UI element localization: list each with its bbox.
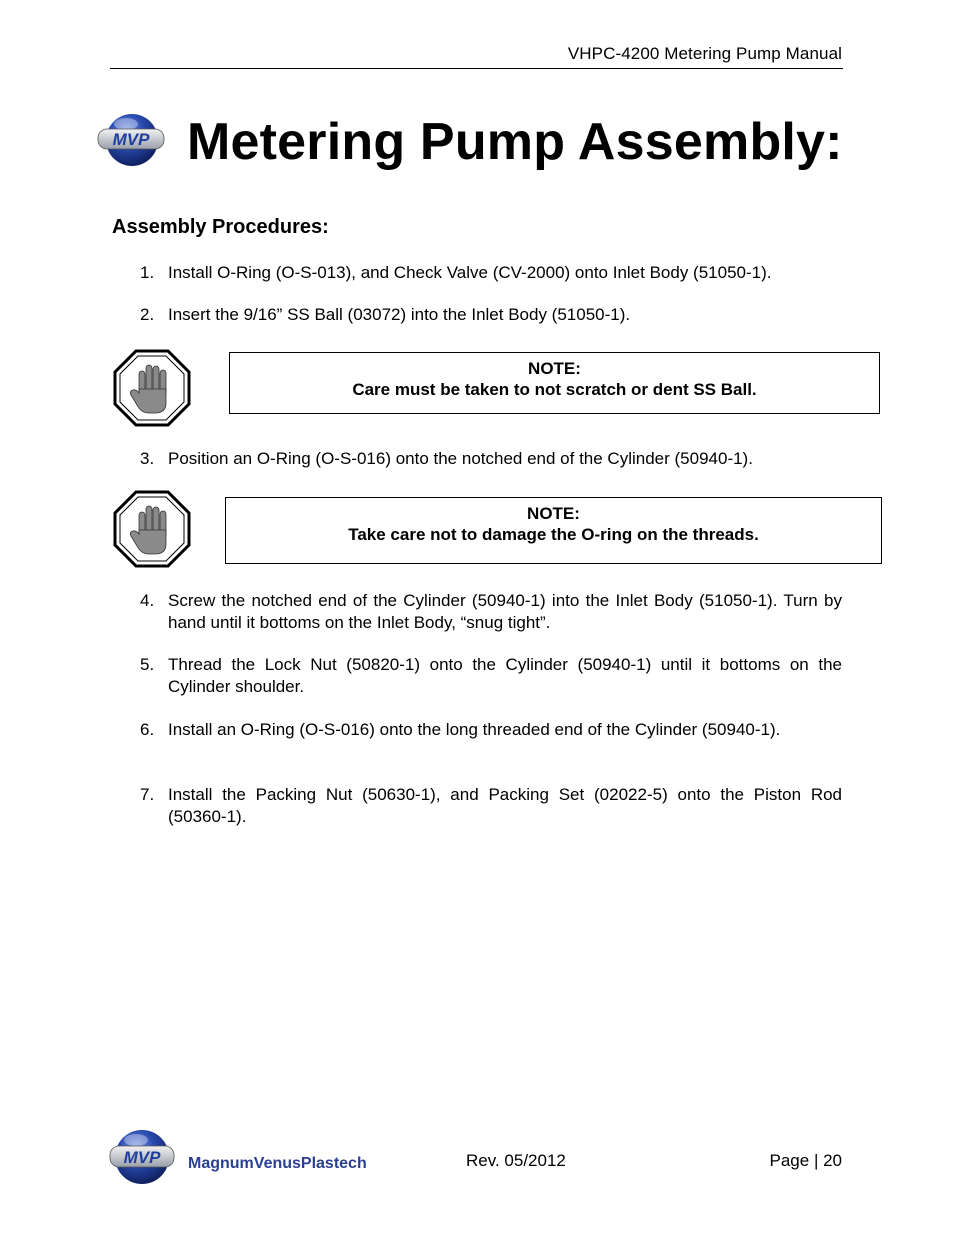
note-text: Take care not to damage the O-ring on the threads.	[348, 525, 759, 544]
note-label: NOTE:	[528, 359, 581, 378]
mvp-logo-icon	[96, 110, 166, 168]
list-item	[140, 784, 842, 828]
logo-badge-text: MVP	[112, 130, 150, 149]
step-text: Install O-Ring (O-S-013), and Check Valve (CV-2000) onto Inlet Body (51050-1).	[168, 263, 772, 282]
list-item	[140, 590, 842, 634]
list-item	[140, 262, 842, 284]
step-number: 3.	[140, 449, 155, 468]
step-text: Insert the 9/16” SS Ball (03072) into the Inlet Body (51050-1).	[168, 305, 631, 324]
step-number: 5.	[140, 655, 155, 674]
company-name: MagnumVenusPlastech	[188, 1155, 367, 1172]
company-logo-icon	[108, 1128, 388, 1186]
list-item	[140, 719, 842, 741]
note-label: NOTE:	[527, 504, 580, 523]
step-text: Install an O-Ring (O-S-016) onto the long threaded end of the Cylinder (50940-1).	[168, 720, 781, 739]
section-heading: Assembly Procedures:	[112, 216, 329, 238]
step-number: 4.	[140, 591, 155, 610]
list-item	[140, 654, 842, 698]
header-manual-title: VHPC-4200 Metering Pump Manual	[567, 44, 842, 63]
page-title: Metering Pump Assembly:	[187, 113, 843, 171]
step-text: Position an O-Ring (O-S-016) onto the notched end of the Cylinder (50940-1).	[168, 449, 753, 468]
list-item	[140, 304, 842, 326]
header-divider	[110, 68, 843, 69]
page-number: Page | 20	[769, 1151, 842, 1170]
note-text: Care must be taken to not scratch or dent SS Ball.	[352, 380, 757, 399]
step-number: 6.	[140, 720, 155, 739]
step-number: 1.	[140, 263, 155, 282]
stop-hand-icon	[113, 490, 191, 568]
logo-badge-text: MVP	[123, 1148, 161, 1167]
note-box	[225, 497, 882, 564]
step-text: Install the Packing Nut (50630-1), and Packing Set (02022-5) onto the Piston Rod (50360-1).	[168, 785, 842, 826]
list-item	[140, 448, 842, 470]
step-number: 7.	[140, 785, 155, 804]
stop-hand-icon	[113, 349, 191, 427]
step-text: Thread the Lock Nut (50820-1) onto the Cylinder (50940-1) until it bottoms on the Cylinder shoulder.	[168, 655, 842, 696]
step-text: Screw the notched end of the Cylinder (50940-1) into the Inlet Body (51050-1). Turn by hand until it bottoms on the Inlet Body, “snug tight”.	[168, 591, 842, 632]
note-box	[229, 352, 880, 414]
revision-date: Rev. 05/2012	[466, 1151, 566, 1170]
step-number: 2.	[140, 305, 155, 324]
